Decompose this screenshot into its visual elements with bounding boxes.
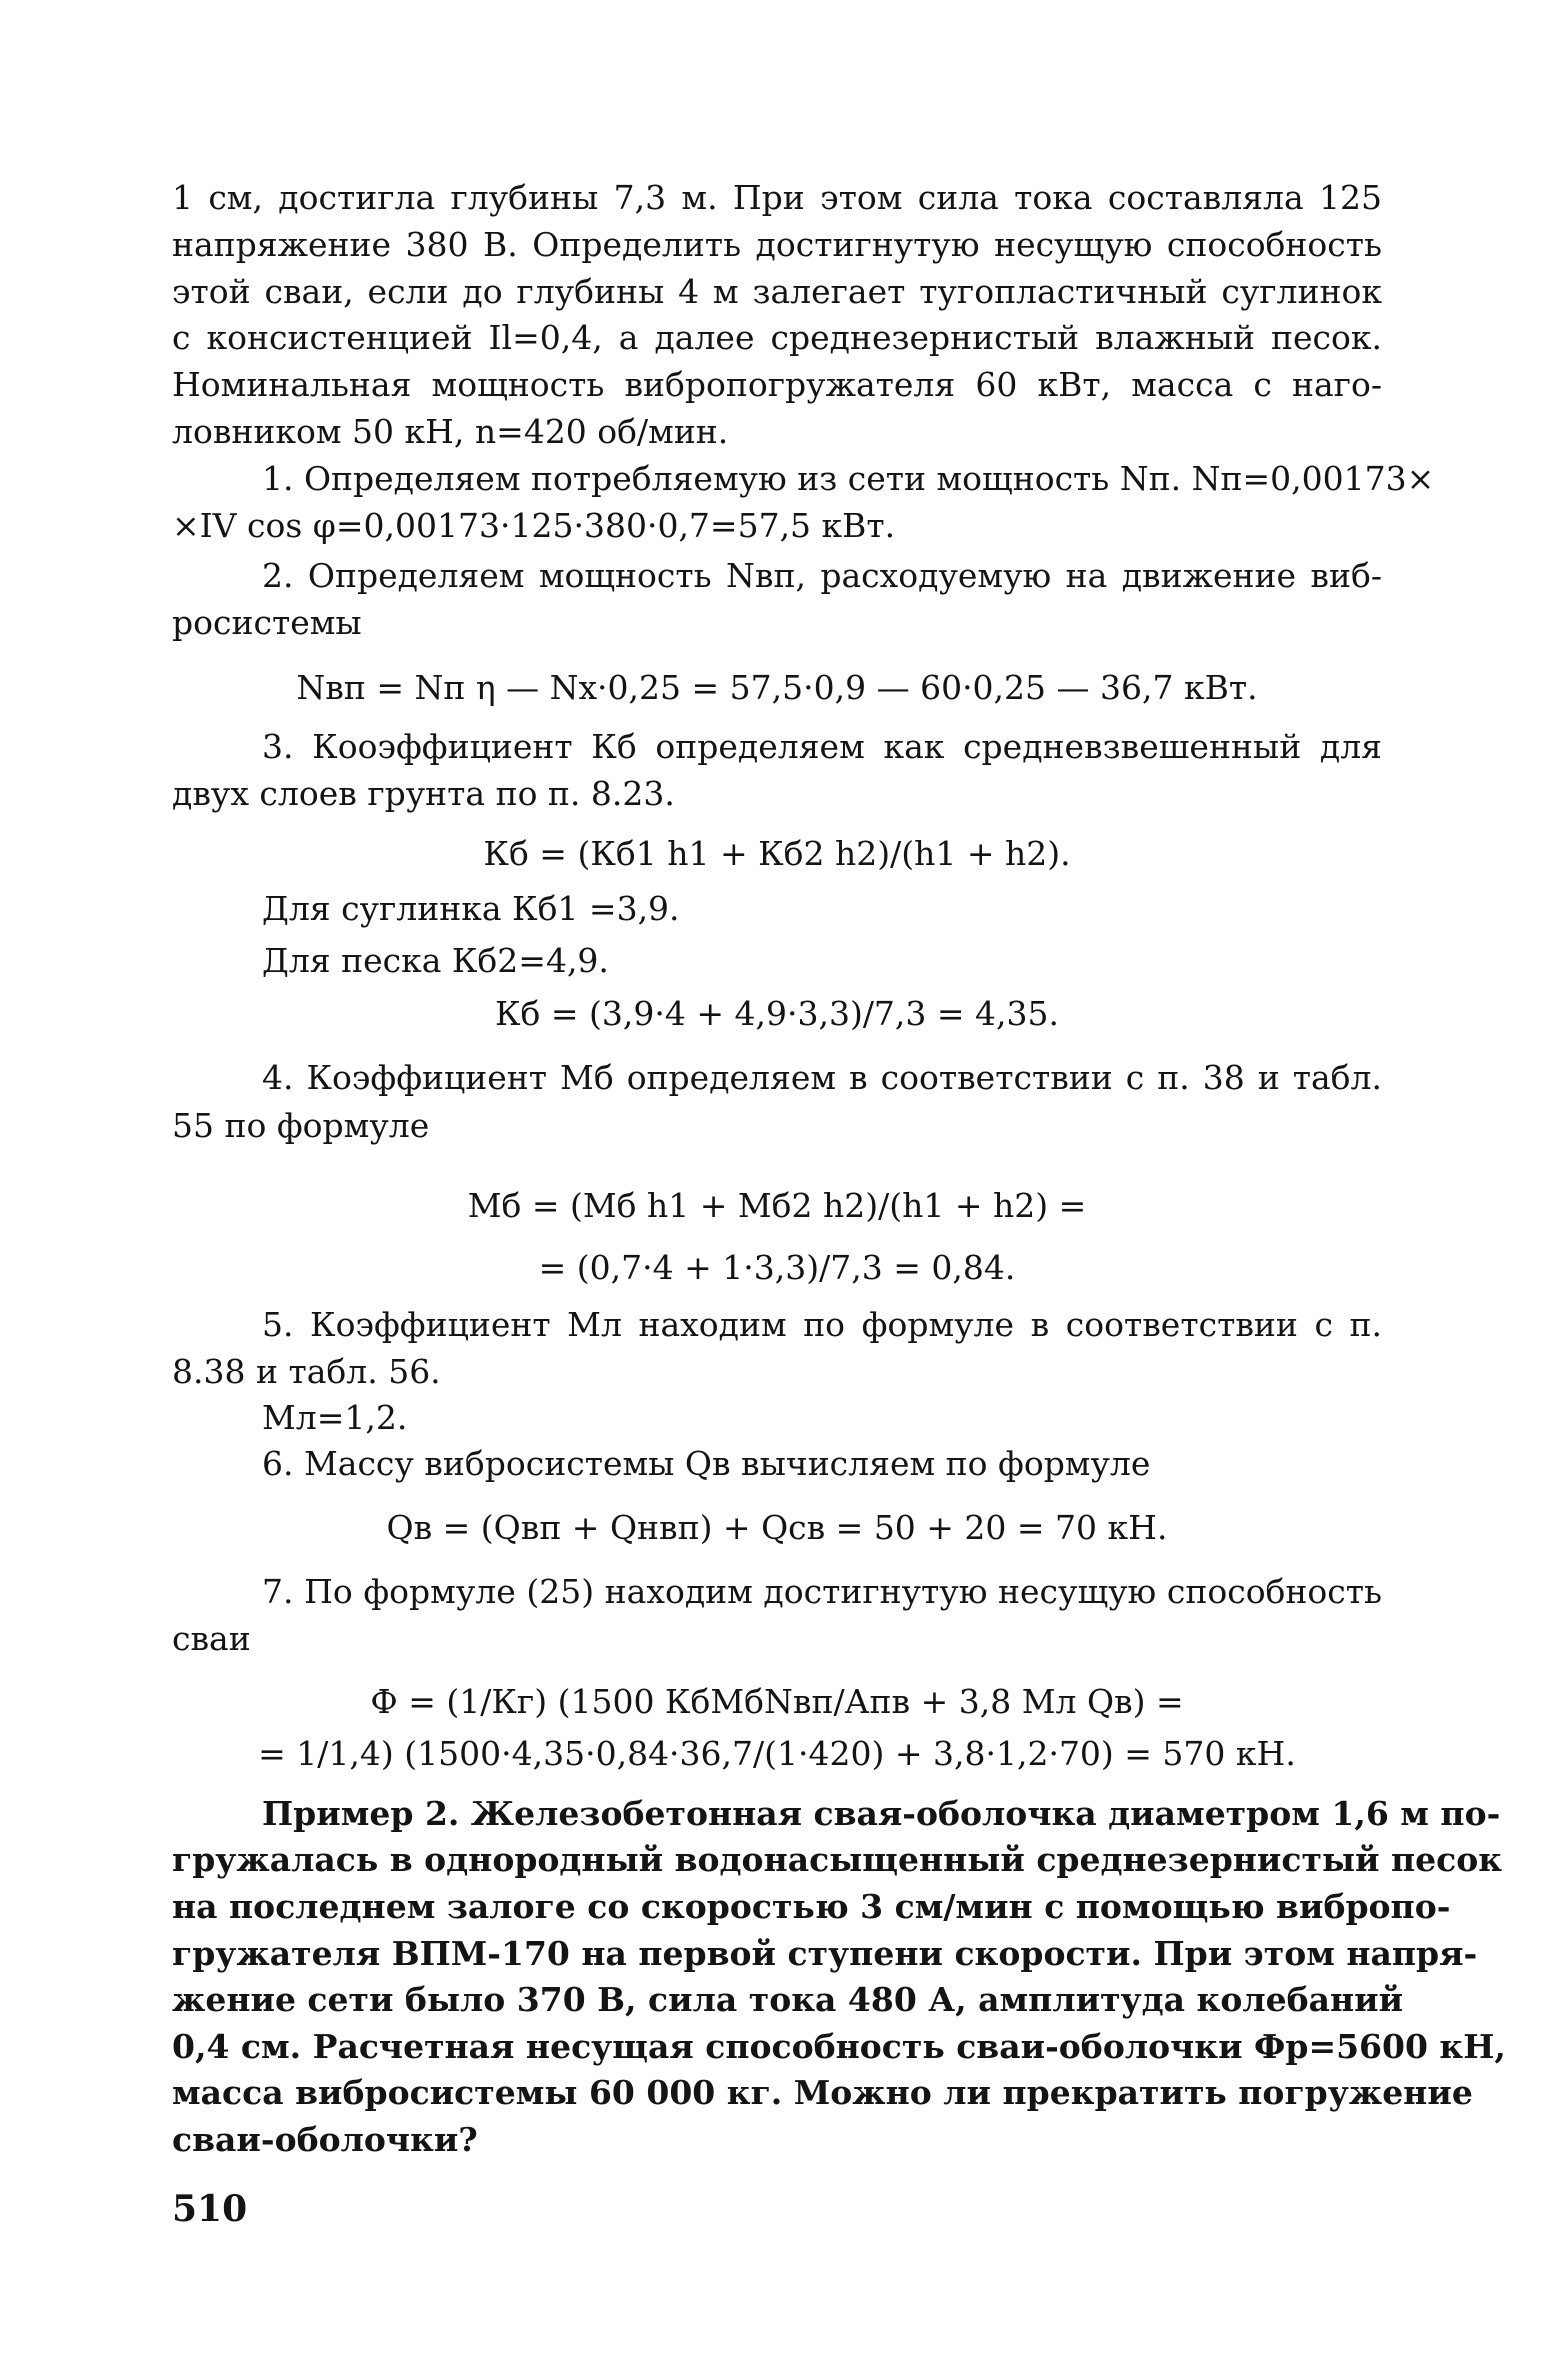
- text-line: гружателя ВПМ-170 на первой ступени скорости. При этом напря-: [172, 1934, 1478, 1973]
- text-line: 4. Коэффициент Мб определяем в соответствии с п. 38 и табл.: [262, 1058, 1382, 1097]
- text-line: масса вибросистемы 60 000 кг. Можно ли прекратить погружение: [172, 2073, 1473, 2112]
- text-line: жение сети было 370 В, сила тока 480 А, амплитуда колебаний: [172, 1980, 1404, 2019]
- text-line: ×IV cos φ=0,00173·125·380·0,7=57,5 кВт.: [172, 506, 896, 545]
- text-line: 5. Коэффициент Мл находим по формуле в соответствии с п.: [262, 1305, 1382, 1344]
- text-line: 1. Определяем потребляемую из сети мощность Nп. Nп=0,00173×: [262, 459, 1435, 498]
- formula: Ф = (1/Кг) (1500 КбМбNвп/Апв + 3,8 Мл Qв) =: [370, 1682, 1184, 1721]
- text-line: 0,4 см. Расчетная несущая способность сваи-оболочки Фр=5600 кН,: [172, 2027, 1506, 2066]
- text-line: 7. По формуле (25) находим достигнутую несущую способность: [262, 1572, 1382, 1611]
- text-line: 55 по формуле: [172, 1106, 430, 1145]
- text-line: 2. Определяем мощность Nвп, расходуемую на движение виб-: [262, 556, 1382, 595]
- formula: = 1/1,4) (1500·4,35·0,84·36,7/(1·420) + 3,8·1,2·70) = 570 кН.: [258, 1734, 1296, 1773]
- text-line: ловником 50 кН, n=420 об/мин.: [172, 412, 729, 451]
- formula: Кб = (3,9·4 + 4,9·3,3)/7,3 = 4,35.: [494, 994, 1060, 1033]
- text-line: 1 см, достигла глубины 7,3 м. При этом сила тока составляла 125: [172, 178, 1382, 217]
- formula: Мб = (Мб h1 + Мб2 h2)/(h1 + h2) =: [467, 1186, 1087, 1225]
- text-line: Мл=1,2.: [262, 1398, 408, 1437]
- text-line: 8.38 и табл. 56.: [172, 1352, 441, 1391]
- text-line: сваи-оболочки?: [172, 2120, 478, 2159]
- text-line: сваи: [172, 1619, 251, 1658]
- text-line: с консистенцией Il=0,4, а далее среднезернистый влажный песок.: [172, 318, 1382, 357]
- text-line: гружалась в однородный водонасыщенный среднезернистый песок: [172, 1840, 1503, 1879]
- text-line: двух слоев грунта по п. 8.23.: [172, 774, 675, 813]
- formula: Qв = (Qвп + Qнвп) + Qсв = 50 + 20 = 70 кН.: [386, 1508, 1168, 1547]
- text-line: Для песка Кб2=4,9.: [262, 941, 609, 980]
- text-line: 3. Кооэффициент Кб определяем как средневзвешенный для: [262, 727, 1382, 766]
- text-line: этой сваи, если до глубины 4 м залегает тугопластичный суглинок: [172, 272, 1382, 311]
- formula: Кб = (Кб1 h1 + Кб2 h2)/(h1 + h2).: [483, 834, 1071, 873]
- text-line: Для суглинка Кб1 =3,9.: [262, 889, 680, 928]
- text-line: Номинальная мощность вибропогружателя 60 кВт, масса с наго-: [172, 365, 1382, 404]
- text-line: напряжение 380 В. Определить достигнутую несущую способность: [172, 225, 1382, 264]
- page-number: 510: [172, 2188, 248, 2230]
- formula: Nвп = Nп η — Nх·0,25 = 57,5·0,9 — 60·0,25 — 36,7 кВт.: [296, 668, 1258, 707]
- text-line: 6. Массу вибросистемы Qв вычисляем по формуле: [262, 1444, 1151, 1483]
- text-line: росистемы: [172, 603, 362, 642]
- text-line: Пример 2. Железобетонная свая-оболочка диаметром 1,6 м по-: [262, 1794, 1501, 1833]
- formula: = (0,7·4 + 1·3,3)/7,3 = 0,84.: [538, 1248, 1016, 1287]
- text-line: на последнем залоге со скоростью 3 см/мин с помощью вибропо-: [172, 1887, 1451, 1926]
